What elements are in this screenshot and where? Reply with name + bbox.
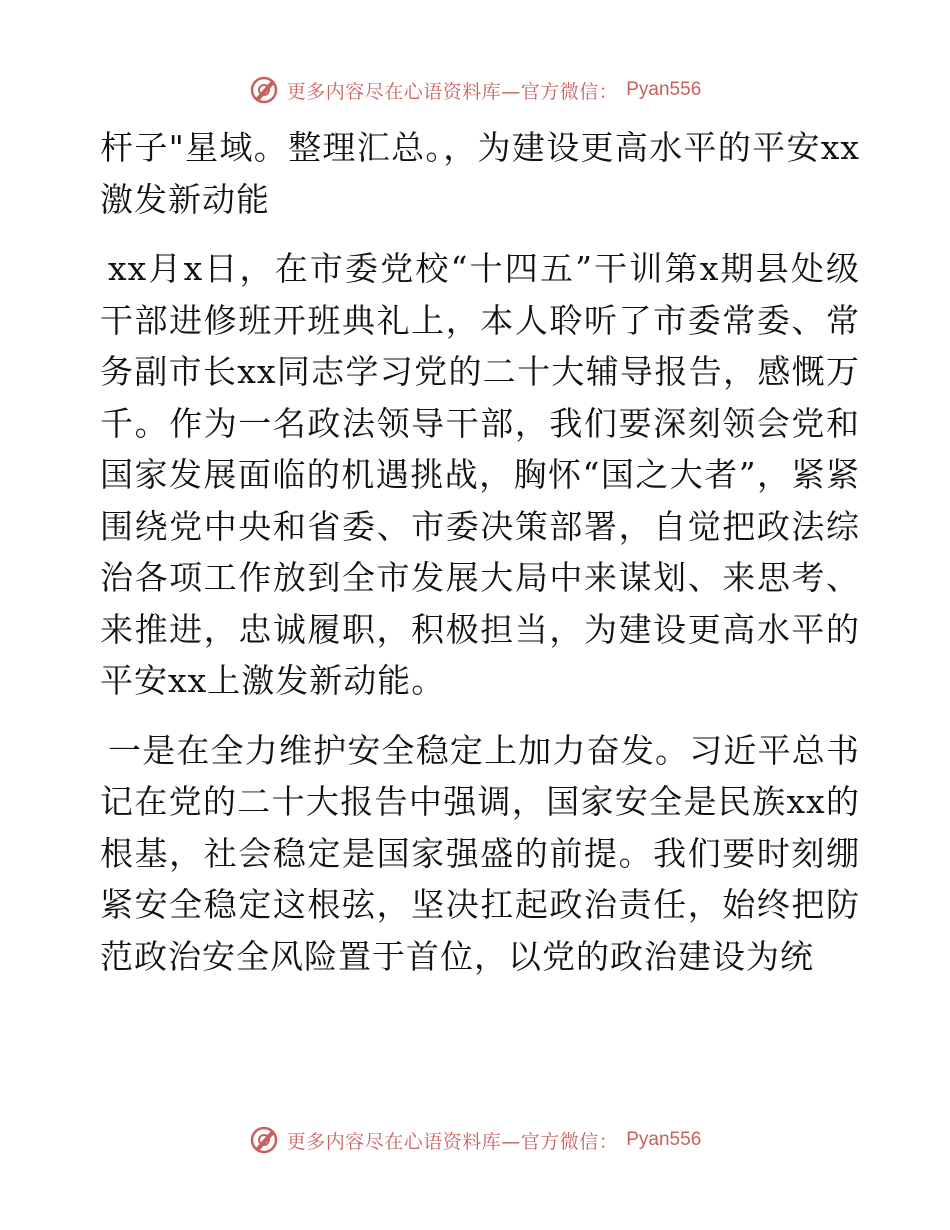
document-body <box>100 122 860 1000</box>
paragraph-point-one: 一是在全力维护安全稳定上加力奋发。习近平总书记在党的二十大报告中强调，国家安全是民族xx的根基，社会稳定是国家强盛的前提。我们要时刻绷紧安全稳定这根弦，坚决扛起政治责任，始终把防范政治安全风险置于首位，以党的政治建设为统 <box>100 730 860 976</box>
logo-icon <box>249 75 279 105</box>
paragraph-title: 杆子"星域。整理汇总。，为建设更高水平的平安xx激发新动能 <box>100 128 860 219</box>
paragraph-intro: xx月x日，在市委党校“十四五”干训第x期县处级干部进修班开班典礼上，本人聆听了市委常委、常务副市长xx同志学习党的二十大辅导报告，感慨万千。作为一名政法领导干部，我们要深刻领会党和国家发展面临的机遇挑战，胸怀“国之大者”，紧紧围绕党中央和省委、市委决策部署，自觉把政法综治各项工作放到全市发展大局中来谋划、来思考、来推进，忠诚履职，积极担当，为建设更高水平的平安xx上激发新动能。 <box>100 249 860 700</box>
watermark-banner-bottom <box>0 1120 950 1160</box>
watermark-code: Pyan556 <box>626 1129 702 1150</box>
logo-icon <box>249 1125 279 1155</box>
watermark-code: Pyan556 <box>626 79 702 100</box>
watermark-text: 更多内容尽在心语资料库—官方微信： <box>286 1130 619 1153</box>
watermark-text: 更多内容尽在心语资料库—官方微信： <box>286 80 619 103</box>
watermark-banner-top <box>0 70 950 110</box>
